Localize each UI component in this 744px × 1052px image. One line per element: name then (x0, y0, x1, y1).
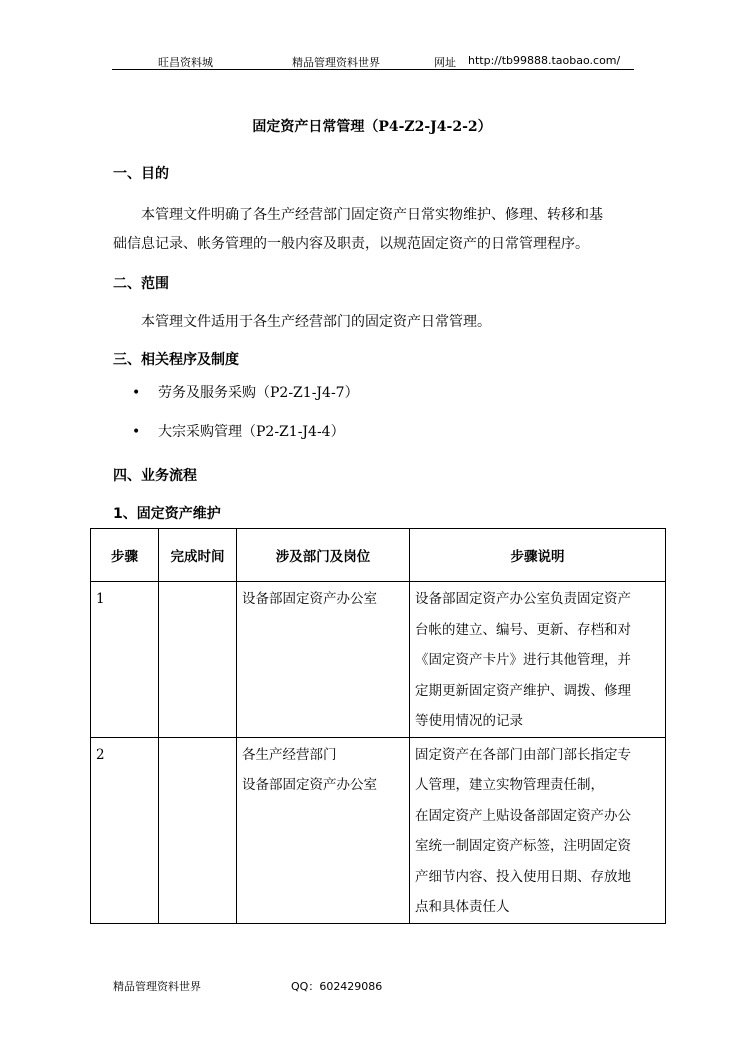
section-heading-scope: 二、范围 (113, 276, 169, 292)
table-row (91, 582, 666, 738)
dept-line: 设备部固定资产办公室 (242, 777, 377, 793)
header-rule (112, 69, 634, 70)
step-number: 1 (96, 591, 105, 607)
scope-text: 本管理文件适用于各生产经营部门的固定资产日常管理。 (141, 314, 491, 330)
time-cell (159, 737, 237, 923)
purpose-line-1: 本管理文件明确了各生产经营部门固定资产日常实物维护、修理、转移和基 (141, 207, 603, 223)
process-table (90, 528, 666, 924)
desc-line: 在固定资产上贴设备部固定资产办公 (415, 807, 631, 824)
desc-cell (410, 737, 666, 923)
desc-line: 点和具体责任人 (415, 899, 510, 915)
header-left: 旺昌资料城 (158, 56, 213, 69)
table-row (91, 737, 666, 923)
time-cell (159, 582, 237, 738)
desc-line: 台帐的建立、编号、更新、存档和对 (415, 621, 631, 638)
header-url: http://tb99888.taobao.com/ (468, 54, 621, 67)
section-heading-process: 四、业务流程 (113, 468, 197, 484)
column-header: 完成时间 (159, 529, 237, 582)
column-header: 涉及部门及岗位 (237, 529, 410, 582)
desc-line: 产细节内容、投入使用日期、存放地 (415, 868, 631, 885)
purpose-line-2: 础信息记录、帐务管理的一般内容及职责，以规范固定资产的日常管理程序。 (113, 236, 589, 252)
section-heading-purpose: 一、目的 (113, 166, 169, 182)
desc-line: 定期更新固定资产维护、调拨、修理 (415, 682, 631, 699)
column-header: 步骤 (91, 529, 159, 582)
column-header: 步骤说明 (410, 529, 666, 582)
desc-line: 等使用情况的记录 (415, 713, 523, 729)
desc-line: 固定资产在各部门由部门部长指定专 (415, 746, 631, 763)
table-header-row (91, 529, 666, 582)
dept-line: 各生产经营部门 (242, 746, 337, 763)
dept-cell (237, 737, 410, 923)
header-url-label: 网址 (434, 56, 456, 69)
desc-line: 室统一制固定资产标签，注明固定资 (415, 838, 631, 854)
document-title: 固定资产日常管理（P4-Z2-J4-2-2） (252, 119, 492, 135)
footer-qq: QQ：602429086 (291, 980, 383, 993)
step-number: 2 (96, 746, 105, 763)
header-middle: 精品管理资料世界 (292, 56, 380, 69)
desc-line: 《固定资产卡片》进行其他管理，并 (415, 652, 631, 668)
related-item-label: 大宗采购管理（P2-Z1-J4-4） (158, 424, 345, 440)
bullet-dot: • (132, 424, 141, 440)
footer-left: 精品管理资料世界 (113, 980, 201, 993)
desc-cell (410, 582, 666, 738)
desc-line: 人管理，建立实物管理责任制， (415, 777, 604, 793)
dept-line: 设备部固定资产办公室 (242, 591, 377, 607)
step-cell (91, 582, 159, 738)
bullet-dot: • (132, 385, 141, 401)
step-cell (91, 737, 159, 923)
dept-cell (237, 582, 410, 738)
subsection-heading: 1、固定资产维护 (113, 506, 221, 522)
related-item (132, 382, 359, 402)
related-item-label: 劳务及服务采购（P2-Z1-J4-7） (158, 385, 359, 401)
section-heading-related: 三、相关程序及制度 (113, 352, 239, 368)
desc-line: 设备部固定资产办公室负责固定资产 (415, 591, 631, 607)
related-item (132, 421, 345, 441)
